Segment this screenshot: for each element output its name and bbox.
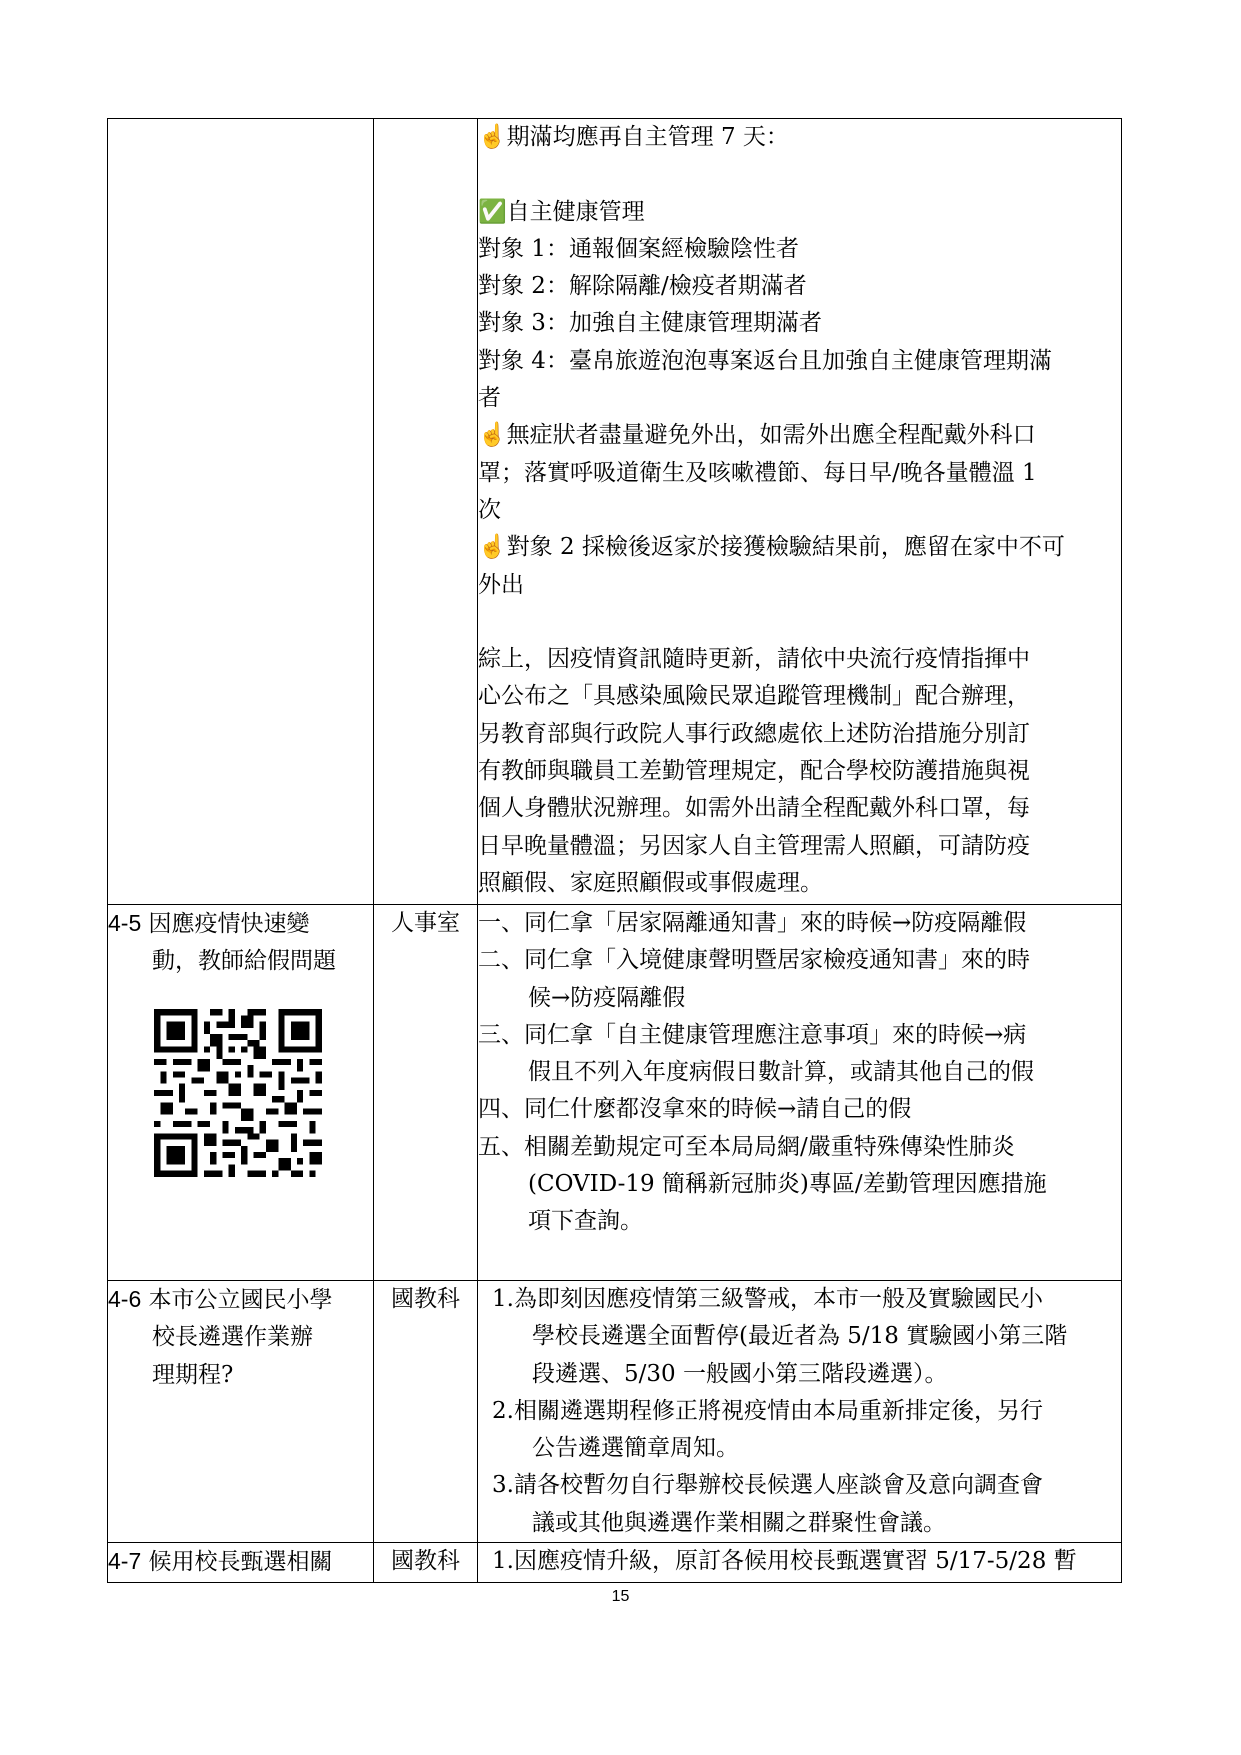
page-number: 15 (611, 1588, 630, 1605)
topic-text: 候用校長甄選相關 (141, 1549, 333, 1576)
blank-line (478, 156, 1121, 193)
list-item-cont: 公告遴選簡章周知。 (532, 1435, 739, 1462)
topic-text: 因應疫情快速變 (141, 911, 310, 937)
content-cell (478, 1543, 1122, 1583)
blank-line (478, 604, 1121, 641)
text-line: 個人身體狀況辦理。如需外出請全程配戴外科口罩，每 (478, 795, 1030, 822)
topic-text-cont: 動，教師給假問題 (152, 948, 336, 975)
topic-cell (108, 905, 374, 1281)
text-line: 照顧假、家庭照顧假或事假處理。 (478, 869, 823, 896)
dept-cell: 人事室 (374, 905, 478, 1281)
list-item: 四、同仁什麼都沒拿來的時候→請自己的假 (478, 1096, 912, 1123)
text-line: 對象 4：臺帛旅遊泡泡專案返台且加強自主健康管理期滿 (478, 347, 1052, 374)
item-number: 4-7 (108, 1548, 142, 1575)
qr-code-icon[interactable] (148, 1003, 328, 1183)
dept-cell-empty (374, 119, 478, 905)
text-line: 對象 3：加強自主健康管理期滿者 (478, 310, 822, 337)
text-line: 日早晚量體溫；另因家人自主管理需人照顧，可請防疫 (478, 832, 1030, 859)
text-line: 罩；落實呼吸道衛生及咳嗽禮節、每日早/晚各量體溫 1 (478, 459, 1037, 486)
list-item: 五、相關差勤規定可至本局局網/嚴重特殊傳染性肺炎 (478, 1133, 1015, 1160)
list-item: 二、同仁拿「入境健康聲明暨居家檢疫通知書」來的時 (478, 947, 1030, 974)
topic-cell (108, 1281, 374, 1543)
topic-text-cont: 校長遴選作業辦 (152, 1324, 313, 1351)
table-row-4-7 (108, 1543, 1122, 1583)
list-item-cont: (COVID-19 簡稱新冠肺炎)專區/差勤管理因應措施 (528, 1171, 1047, 1198)
table-row-continuation (108, 119, 1122, 905)
text-line: ☝無症狀者盡量避免外出，如需外出應全程配戴外科口 (478, 422, 1036, 449)
dept-cell: 國教科 (374, 1281, 478, 1543)
list-item: 一、同仁拿「居家隔離通知書」來的時候→防疫隔離假 (478, 910, 1027, 936)
topic-cell (108, 1543, 374, 1583)
text-line: 另教育部與行政院人事行政總處依上述防治措施分別訂 (478, 720, 1030, 747)
item-number: 4-5 (108, 910, 142, 936)
content-cell (478, 119, 1122, 905)
text-line: 對象 1：通報個案經檢驗陰性者 (478, 235, 799, 262)
table-row-4-6 (108, 1281, 1122, 1543)
list-item-cont: 項下查詢。 (528, 1208, 643, 1235)
text-line: 對象 2：解除隔離/檢疫者期滿者 (478, 273, 807, 300)
list-item: 3.請各校暫勿自行舉辦校長候選人座談會及意向調查會 (492, 1472, 1043, 1499)
text-line: 外出 (478, 571, 524, 598)
text-line: ☝對象 2 採檢後返家於接獲檢驗結果前，應留在家中不可 (478, 534, 1065, 561)
topic-text-cont: 理期程? (152, 1361, 234, 1388)
list-item: 1.因應疫情升級，原訂各候用校長甄選實習 5/17-5/28 暫 (492, 1548, 1077, 1575)
content-cell (478, 905, 1122, 1281)
list-item: 三、同仁拿「自主健康管理應注意事項」來的時候→病 (478, 1021, 1027, 1048)
list-item-cont: 候→防疫隔離假 (528, 984, 686, 1011)
topic-text: 本市公立國民小學 (141, 1287, 333, 1313)
text-line: ✅自主健康管理 (478, 198, 645, 225)
list-item-cont: 議或其他與遴選作業相關之群聚性會議。 (532, 1509, 946, 1536)
text-line: 綜上，因疫情資訊隨時更新，請依中央流行疫情指揮中 (478, 646, 1030, 673)
list-item-cont: 學校長遴選全面暫停(最近者為 5/18 實驗國小第三階 (532, 1323, 1068, 1350)
text-line: 心公布之「具感染風險民眾追蹤管理機制」配合辦理， (478, 683, 1030, 710)
text-line: 次 (478, 496, 501, 523)
list-item: 1.為即刻因應疫情第三級警戒，本市一般及實驗國民小 (492, 1286, 1043, 1312)
item-number: 4-6 (108, 1286, 142, 1312)
text-line: 有教師與職員工差勤管理規定，配合學校防護措施與視 (478, 758, 1030, 785)
content-cell (478, 1281, 1122, 1543)
text-line: 者 (478, 385, 501, 412)
dept-cell: 國教科 (374, 1543, 478, 1583)
text-line: ☝期滿均應再自主管理 7 天： (478, 124, 789, 150)
table-row-4-5 (108, 905, 1122, 1281)
list-item: 2.相關遴選期程修正將視疫情由本局重新排定後，另行 (492, 1397, 1043, 1424)
faq-table (107, 118, 1122, 1583)
topic-cell-empty (108, 119, 374, 905)
list-item-cont: 假且不列入年度病假日數計算，或請其他自己的假 (528, 1059, 1034, 1086)
list-item-cont: 段遴選、5/30 一般國小第三階段遴選）。 (532, 1360, 948, 1387)
